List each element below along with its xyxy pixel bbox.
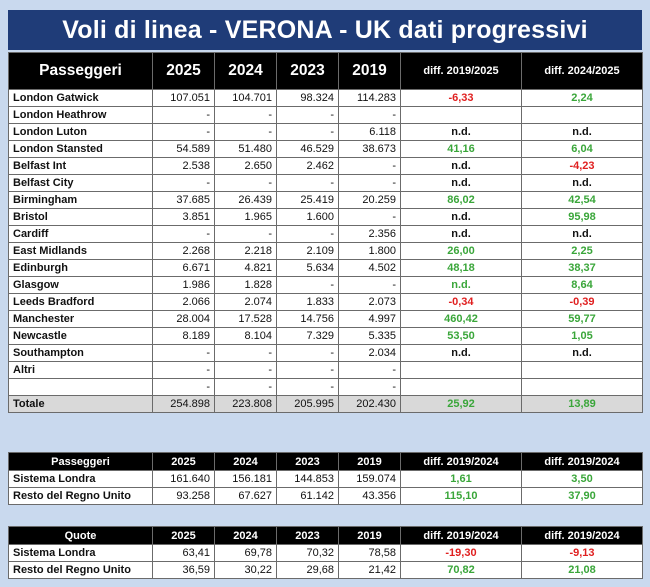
table-row: [9, 328, 643, 345]
value-2023-cell: 7.329: [277, 328, 339, 345]
diff-2-cell: 21,08: [522, 562, 643, 579]
header-passeggeri: Passeggeri: [9, 453, 153, 471]
value-2025-cell: 2.538: [153, 158, 215, 175]
page-title: Voli di linea - VERONA - UK dati progressivi: [8, 10, 642, 50]
table-row: [9, 562, 643, 579]
total-2024-cell: 223.808: [215, 396, 277, 413]
table-row: [9, 311, 643, 328]
value-2023-cell: -: [277, 379, 339, 396]
diff-1-cell: n.d.: [401, 226, 522, 243]
value-2023-cell: 29,68: [277, 562, 339, 579]
airport-name-cell: London Stansted: [9, 141, 153, 158]
airport-name-cell: Southampton: [9, 345, 153, 362]
diff-2-cell: [522, 379, 643, 396]
value-2025-cell: -: [153, 226, 215, 243]
value-2023-cell: 98.324: [277, 90, 339, 107]
table-row: [9, 141, 643, 158]
value-2024-cell: 69,78: [215, 545, 277, 562]
value-2024-cell: 51.480: [215, 141, 277, 158]
value-2023-cell: -: [277, 277, 339, 294]
value-2024-cell: 156.181: [215, 471, 277, 488]
value-2019-cell: 114.283: [339, 90, 401, 107]
airport-name-cell: Newcastle: [9, 328, 153, 345]
value-2023-cell: 46.529: [277, 141, 339, 158]
value-2023-cell: 144.853: [277, 471, 339, 488]
value-2025-cell: 1.986: [153, 277, 215, 294]
diff-2-cell: 8,64: [522, 277, 643, 294]
table-row: [9, 362, 643, 379]
value-2023-cell: 2.109: [277, 243, 339, 260]
diff-2-cell: -9,13: [522, 545, 643, 562]
diff-2-cell: -0,39: [522, 294, 643, 311]
value-2025-cell: 2.066: [153, 294, 215, 311]
value-2023-cell: 61.142: [277, 488, 339, 505]
airport-name-cell: Resto del Regno Unito: [9, 488, 153, 505]
airport-name-cell: Belfast City: [9, 175, 153, 192]
airport-name-cell: Sistema Londra: [9, 545, 153, 562]
table-row: [9, 379, 643, 396]
airport-name-cell: London Gatwick: [9, 90, 153, 107]
table-row: [9, 243, 643, 260]
header-diff-2: diff. 2019/2024: [522, 527, 643, 545]
header-passeggeri: Passeggeri: [9, 53, 153, 90]
airport-name-cell: London Luton: [9, 124, 153, 141]
diff-2-cell: n.d.: [522, 345, 643, 362]
header-2023: 2023: [277, 53, 339, 90]
table-header-row: [9, 53, 643, 90]
table-row: [9, 209, 643, 226]
value-2025-cell: -: [153, 362, 215, 379]
header-2024: 2024: [215, 53, 277, 90]
diff-1-cell: -0,34: [401, 294, 522, 311]
value-2019-cell: -: [339, 209, 401, 226]
diff-1-cell: -19,30: [401, 545, 522, 562]
diff-2-cell: -4,23: [522, 158, 643, 175]
value-2025-cell: 36,59: [153, 562, 215, 579]
header-2019: 2019: [339, 53, 401, 90]
diff-2-cell: [522, 362, 643, 379]
diff-1-cell: [401, 107, 522, 124]
value-2024-cell: -: [215, 379, 277, 396]
value-2024-cell: 26.439: [215, 192, 277, 209]
total-row: [9, 396, 643, 413]
value-2019-cell: 2.034: [339, 345, 401, 362]
table-header-row: [9, 527, 643, 545]
table-row: [9, 277, 643, 294]
table-row: [9, 90, 643, 107]
table-row: [9, 260, 643, 277]
value-2019-cell: 4.502: [339, 260, 401, 277]
value-2019-cell: 78,58: [339, 545, 401, 562]
total-2025-cell: 254.898: [153, 396, 215, 413]
table-row: [9, 345, 643, 362]
diff-2-cell: n.d.: [522, 124, 643, 141]
value-2025-cell: 2.268: [153, 243, 215, 260]
value-2023-cell: 1.833: [277, 294, 339, 311]
value-2023-cell: 5.634: [277, 260, 339, 277]
header-2025: 2025: [153, 453, 215, 471]
diff-1-cell: n.d.: [401, 345, 522, 362]
table-row: [9, 488, 643, 505]
value-2019-cell: -: [339, 175, 401, 192]
header-2025: 2025: [153, 527, 215, 545]
airport-name-cell: Cardiff: [9, 226, 153, 243]
value-2024-cell: 67.627: [215, 488, 277, 505]
header-2019: 2019: [339, 527, 401, 545]
airport-name-cell: Resto del Regno Unito: [9, 562, 153, 579]
diff-2-cell: 38,37: [522, 260, 643, 277]
airport-name-cell: Birmingham: [9, 192, 153, 209]
table-row: [9, 192, 643, 209]
diff-2-cell: 1,05: [522, 328, 643, 345]
airport-name-cell: Leeds Bradford: [9, 294, 153, 311]
header-2024: 2024: [215, 527, 277, 545]
header-diff-2019-2025: diff. 2019/2025: [401, 53, 522, 90]
diff-1-cell: 53,50: [401, 328, 522, 345]
value-2024-cell: -: [215, 124, 277, 141]
value-2019-cell: 21,42: [339, 562, 401, 579]
header-2023: 2023: [277, 453, 339, 471]
value-2019-cell: -: [339, 107, 401, 124]
header-2024: 2024: [215, 453, 277, 471]
summary-passengers-table: [8, 452, 643, 505]
value-2019-cell: 43.356: [339, 488, 401, 505]
table-row: [9, 124, 643, 141]
value-2023-cell: 2.462: [277, 158, 339, 175]
value-2024-cell: 1.965: [215, 209, 277, 226]
diff-1-cell: 41,16: [401, 141, 522, 158]
value-2024-cell: 1.828: [215, 277, 277, 294]
diff-1-cell: 70,82: [401, 562, 522, 579]
value-2019-cell: 38.673: [339, 141, 401, 158]
airport-name-cell: [9, 379, 153, 396]
diff-1-cell: n.d.: [401, 158, 522, 175]
diff-1-cell: 115,10: [401, 488, 522, 505]
diff-2-cell: [522, 107, 643, 124]
header-diff-1: diff. 2019/2024: [401, 527, 522, 545]
value-2019-cell: 2.073: [339, 294, 401, 311]
table-row: [9, 294, 643, 311]
value-2025-cell: 93.258: [153, 488, 215, 505]
value-2025-cell: -: [153, 345, 215, 362]
value-2023-cell: -: [277, 226, 339, 243]
value-2024-cell: 17.528: [215, 311, 277, 328]
value-2025-cell: 63,41: [153, 545, 215, 562]
value-2024-cell: -: [215, 107, 277, 124]
value-2023-cell: 25.419: [277, 192, 339, 209]
diff-1-cell: [401, 362, 522, 379]
value-2025-cell: 28.004: [153, 311, 215, 328]
value-2019-cell: 1.800: [339, 243, 401, 260]
total-diff-1-cell: 25,92: [401, 396, 522, 413]
uk-routes-table: [8, 52, 643, 413]
diff-1-cell: n.d.: [401, 175, 522, 192]
value-2019-cell: -: [339, 158, 401, 175]
airport-name-cell: East Midlands: [9, 243, 153, 260]
value-2025-cell: 54.589: [153, 141, 215, 158]
value-2025-cell: 107.051: [153, 90, 215, 107]
value-2023-cell: -: [277, 107, 339, 124]
total-2019-cell: 202.430: [339, 396, 401, 413]
value-2019-cell: 20.259: [339, 192, 401, 209]
airport-name-cell: Altri: [9, 362, 153, 379]
value-2019-cell: -: [339, 379, 401, 396]
value-2023-cell: -: [277, 345, 339, 362]
table-row: [9, 471, 643, 488]
value-2024-cell: 4.821: [215, 260, 277, 277]
value-2025-cell: 3.851: [153, 209, 215, 226]
value-2019-cell: 159.074: [339, 471, 401, 488]
total-diff-2-cell: 13,89: [522, 396, 643, 413]
diff-2-cell: 3,50: [522, 471, 643, 488]
diff-2-cell: 6,04: [522, 141, 643, 158]
table-header-row: [9, 453, 643, 471]
diff-2-cell: 59,77: [522, 311, 643, 328]
header-2023: 2023: [277, 527, 339, 545]
header-quote: Quote: [9, 527, 153, 545]
value-2025-cell: -: [153, 124, 215, 141]
diff-1-cell: 48,18: [401, 260, 522, 277]
value-2024-cell: -: [215, 362, 277, 379]
value-2023-cell: 1.600: [277, 209, 339, 226]
summary-shares-table: [8, 526, 643, 579]
value-2024-cell: -: [215, 175, 277, 192]
value-2019-cell: 2.356: [339, 226, 401, 243]
value-2019-cell: 6.118: [339, 124, 401, 141]
diff-1-cell: n.d.: [401, 209, 522, 226]
value-2024-cell: -: [215, 345, 277, 362]
airport-name-cell: Manchester: [9, 311, 153, 328]
value-2024-cell: 30,22: [215, 562, 277, 579]
value-2025-cell: -: [153, 379, 215, 396]
header-2019: 2019: [339, 453, 401, 471]
diff-1-cell: 86,02: [401, 192, 522, 209]
diff-1-cell: n.d.: [401, 124, 522, 141]
value-2019-cell: -: [339, 277, 401, 294]
diff-2-cell: 37,90: [522, 488, 643, 505]
diff-1-cell: 1,61: [401, 471, 522, 488]
value-2023-cell: -: [277, 362, 339, 379]
diff-1-cell: [401, 379, 522, 396]
header-2025: 2025: [153, 53, 215, 90]
diff-1-cell: 26,00: [401, 243, 522, 260]
airport-name-cell: Bristol: [9, 209, 153, 226]
header-diff-2: diff. 2019/2024: [522, 453, 643, 471]
value-2024-cell: -: [215, 226, 277, 243]
value-2025-cell: -: [153, 107, 215, 124]
value-2025-cell: 161.640: [153, 471, 215, 488]
table-row: [9, 545, 643, 562]
value-2023-cell: -: [277, 175, 339, 192]
diff-2-cell: n.d.: [522, 175, 643, 192]
table-row: [9, 107, 643, 124]
airport-name-cell: Belfast Int: [9, 158, 153, 175]
value-2023-cell: 70,32: [277, 545, 339, 562]
diff-2-cell: n.d.: [522, 226, 643, 243]
diff-2-cell: 42,54: [522, 192, 643, 209]
airport-name-cell: London Heathrow: [9, 107, 153, 124]
diff-2-cell: 2,25: [522, 243, 643, 260]
diff-1-cell: n.d.: [401, 277, 522, 294]
table-row: [9, 175, 643, 192]
value-2024-cell: 2.650: [215, 158, 277, 175]
value-2025-cell: 6.671: [153, 260, 215, 277]
diff-2-cell: 2,24: [522, 90, 643, 107]
diff-1-cell: -6,33: [401, 90, 522, 107]
value-2024-cell: 2.218: [215, 243, 277, 260]
value-2019-cell: -: [339, 362, 401, 379]
value-2019-cell: 4.997: [339, 311, 401, 328]
diff-1-cell: 460,42: [401, 311, 522, 328]
total-label-cell: Totale: [9, 396, 153, 413]
value-2023-cell: 14.756: [277, 311, 339, 328]
value-2023-cell: -: [277, 124, 339, 141]
value-2025-cell: -: [153, 175, 215, 192]
airport-name-cell: Glasgow: [9, 277, 153, 294]
header-diff-1: diff. 2019/2024: [401, 453, 522, 471]
airport-name-cell: Edinburgh: [9, 260, 153, 277]
value-2025-cell: 37.685: [153, 192, 215, 209]
airport-name-cell: Sistema Londra: [9, 471, 153, 488]
table-row: [9, 226, 643, 243]
value-2019-cell: 5.335: [339, 328, 401, 345]
value-2024-cell: 2.074: [215, 294, 277, 311]
value-2024-cell: 104.701: [215, 90, 277, 107]
value-2025-cell: 8.189: [153, 328, 215, 345]
total-2023-cell: 205.995: [277, 396, 339, 413]
value-2024-cell: 8.104: [215, 328, 277, 345]
header-diff-2024-2025: diff. 2024/2025: [522, 53, 643, 90]
diff-2-cell: 95,98: [522, 209, 643, 226]
table-row: [9, 158, 643, 175]
